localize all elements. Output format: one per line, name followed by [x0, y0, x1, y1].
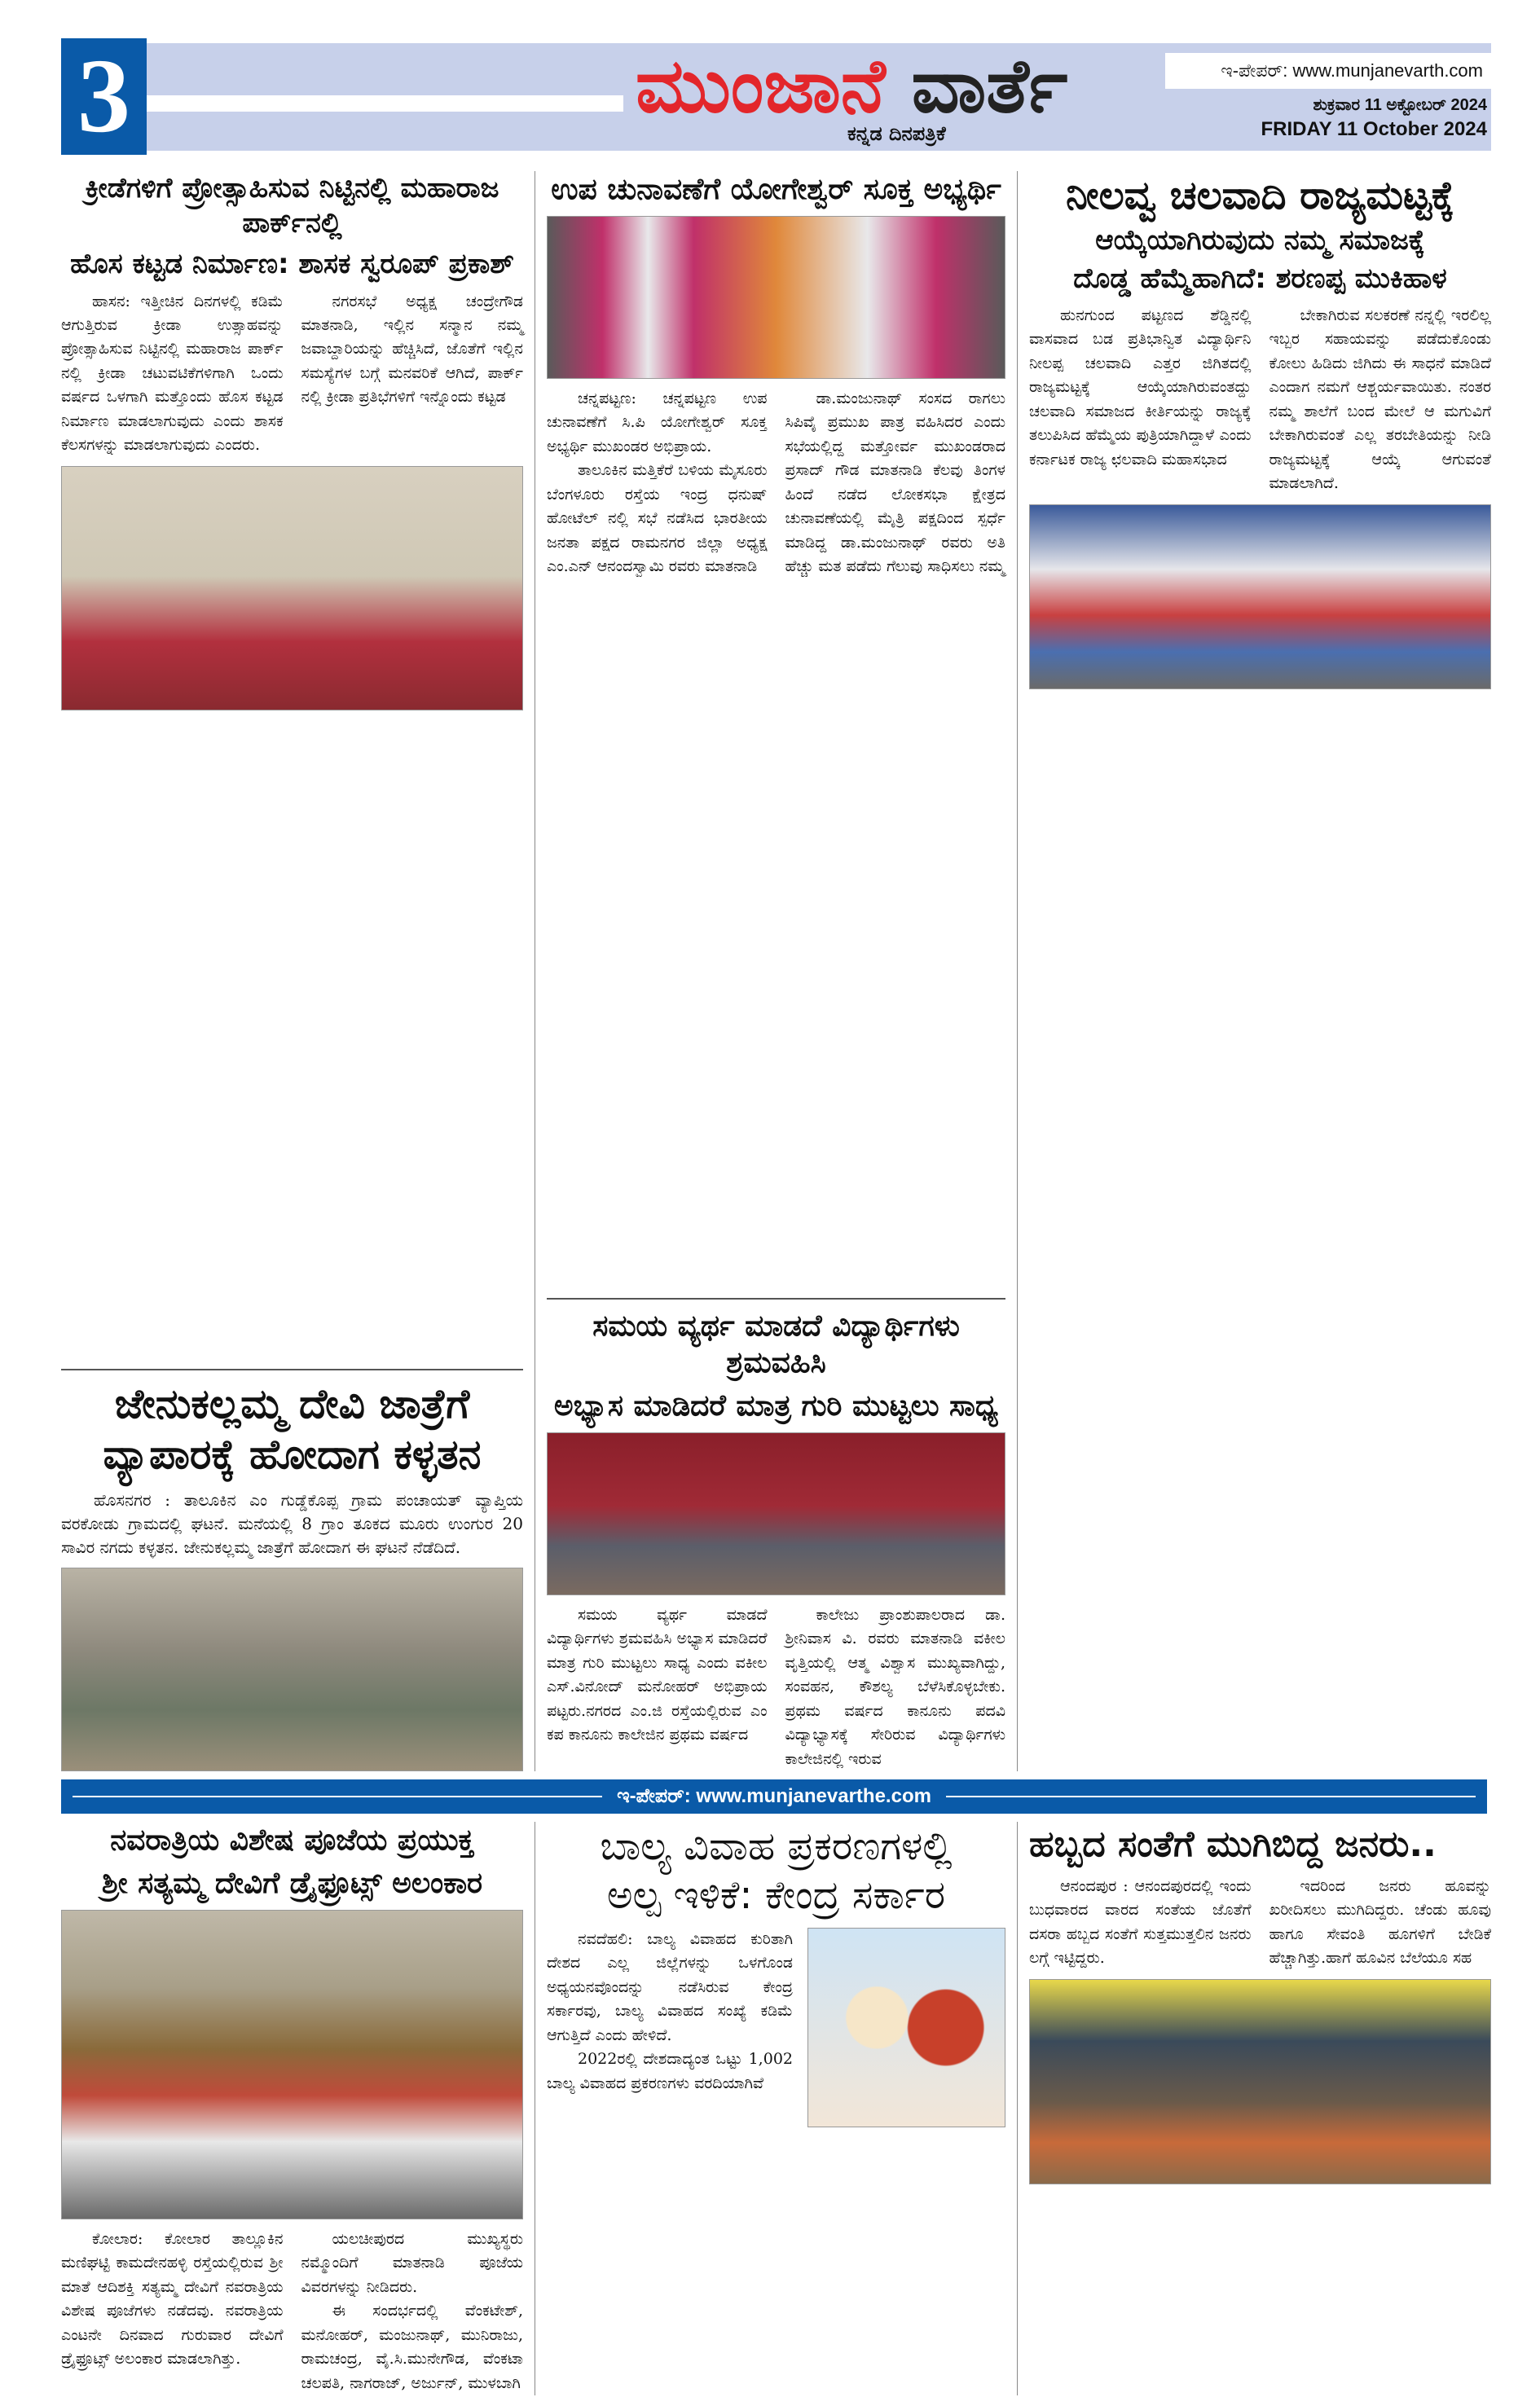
paragraph: ನಗರಸಭೆ ಅಧ್ಯಕ್ಷ ಚಂದ್ರೇಗೌಡ ಮಾತನಾಡಿ, ಇಲ್ಲಿನ ಸನ್ಮಾನ ನಮ್ಮ ಜವಾಬ್ದಾರಿಯನ್ನು ಹೆಚ್ಚಿಸಿದೆ, ಜೊತೆಗೆ ಇಲ್ಲಿನ ಸಮಸ್ಯೆಗಳ ಬಗ್ಗೆ ಮನವರಿಕೆ ಆಗಿದೆ, ಪಾರ್ಕ್ ನಲ್ಲಿ ಕ್ರೀಡಾ ಪ್ರತಿಭೆಗಳಿಗೆ ಇನ್ನೊಂದು ಕಟ್ಟಡ [301, 292, 523, 407]
headline-line: ಕ್ರೀಡೆಗಳಿಗೆ ಪ್ರೋತ್ಸಾಹಿಸುವ ನಿಟ್ಟಿನಲ್ಲಿ ಮಹಾರಾಜ ಪಾರ್ಕ್‌ನಲ್ಲಿ [85, 172, 499, 240]
masthead-stripe [147, 95, 623, 112]
banner-rule [73, 1796, 602, 1797]
headline-line: ಸಮಯ ವ್ಯರ್ಥ ಮಾಡದೆ ವಿದ್ಯಾರ್ಥಿಗಳು ಶ್ರಮವಹಿಸಿ [592, 1309, 960, 1379]
page-number: 3 [61, 38, 147, 155]
newspaper-title [636, 42, 1068, 130]
paragraph: ಯಲಚೀಪುರದ ಮುಖ್ಯಸ್ಥರು ನಮ್ಮೊಂದಿಗೆ ಮಾತನಾಡಿ ಪೂಜೆಯ ವಿವರಗಳನ್ನು ನೀಡಿದರು. [301, 2229, 523, 2296]
page-content [61, 171, 1491, 2395]
meeting-photo [547, 216, 1005, 379]
paragraph: ಈ ಸಂದರ್ಭದಲ್ಲಿ ವೆಂಕಟೇಶ್, ಮನೋಹರ್, ಮಂಜುನಾಥ್, ಮುನಿರಾಜು, ರಾಮಚಂದ್ರ, ವೈ.ಸಿ.ಮುನೇಗೌಡ, ವೆಂಕಟಾ ಚಲಪತಿ, ನಾಗರಾಜ್, ಅರ್ಜುನ್, ಮುಳಬಾಗಿ [301, 2302, 523, 2392]
paragraph: ಡಾ.ಮಂಜುನಾಥ್ ಸಂಸದ ರಾಗಲು ಸಿಪಿವೈ ಪ್ರಮುಖ ಪಾತ್ರ ವಹಿಸಿದರ ಎಂದು ಸಭೆಯಲ್ಲಿದ್ದ ಮತ್ತೋರ್ವ ಮುಖಂಡರಾದ ಪ್ರಸಾದ್ ಗೌಡ ಮಾತನಾಡಿ ಕೆಲವು ತಿಂಗಳ ಹಿಂದೆ ನಡೆದ ಲೋಕಸಭಾ ಕ್ಷೇತ್ರದ ಚುನಾವಣೆಯಲ್ಲಿ ಮೈತ್ರಿ ಪಕ್ಷದಿಂದ ಸ್ಪರ್ಧೆ ಮಾಡಿದ್ದ ಡಾ.ಮಂಜುನಾಥ್ ರವರು ಅತಿ ಹೆಚ್ಚು ಮತ ಪಡೆದು ಗೆಲುವು ಸಾಧಿಸಲು ನಮ್ಮ [785, 389, 1005, 576]
college-event-photo [547, 1432, 1005, 1595]
banner-rule [946, 1796, 1476, 1797]
story-headline [547, 1308, 1005, 1424]
paragraph: ಕೋಲಾರ: ಕೋಲಾರ ತಾಲ್ಲೂಕಿನ ಮಣಿಘಟ್ಟಿ ಕಾಮದೇನಹಳ್ಳಿ ರಸ್ತೆಯಲ್ಲಿರುವ ಶ್ರೀ ಮಾತೆ ಆದಿಶಕ್ತಿ ಸತ್ಯಮ್ಮ ದೇವಿಗೆ ನವರಾತ್ರಿಯ ವಿಶೇಷ ಪೂಜೆಗಳು ನಡೆದವು. ನವರಾತ್ರಿಯ ಎಂಟನೇ ದಿನವಾದ ಗುರುವಾರ ದೇವಿಗೆ ಡ್ರೈಫ್ರೂಟ್ಸ್ ಅಲಂಕಾರ ಮಾಡಲಾಗಿತ್ತು. [61, 2229, 284, 2369]
column-3 [1029, 1822, 1491, 2395]
column-3 [1029, 171, 1491, 1771]
paragraph: 2022ರಲ್ಲಿ ದೇಶದಾದ್ಯಂತ ಒಟ್ಟು 1,002 ಬಾಲ್ಯ ವಿವಾಹದ ಪ್ರಕರಣಗಳು ವರದಿಯಾಗಿವೆ [547, 2050, 793, 2092]
story-headline [61, 1379, 523, 1480]
paragraph: ತಾಲೂಕಿನ ಮತ್ತಿಕೆರೆ ಬಳಿಯ ಮೈಸೂರು ಬೆಂಗಳೂರು ರಸ್ತೆಯ ಇಂದ್ರ ಧನುಷ್ ಹೋಟೆಲ್ ನಲ್ಲಿ ಸಭೆ ನಡೆಸಿದ ಭಾರತೀಯ ಜನತಾ ಪಕ್ಷದ ರಾಮನಗರ ಜಿಲ್ಲಾ ಅಧ್ಯಕ್ಷ ಎಂ.ಎನ್ ಆನಂದಸ್ವಾಮಿ ರವರು ಮಾತನಾಡಿ [547, 461, 768, 576]
story-body-continued [61, 719, 523, 1361]
paragraph: ಚನ್ನಪಟ್ಟಣ: ಚನ್ನಪಟ್ಟಣ ಉಪ ಚುನಾವಣೆಗೆ ಸಿ.ಪಿ ಯೋಗೇಶ್ವರ್ ಸೂಕ್ತ ಅಭ್ಯರ್ಥಿ ಮುಖಂಡರ ಅಭಿಪ್ರಾಯ. [547, 389, 768, 455]
story-body-continued [547, 587, 1005, 1290]
village-photo [61, 1568, 523, 1771]
story-body [61, 2228, 523, 2395]
title-red: ಮುಂಜಾನೆ [636, 42, 886, 130]
paragraph: ಆನಂದಪುರ : ಆನಂದಪುರದಲ್ಲಿ ಇಂದು ಬುಧವಾರದ ವಾರದ ಸಂತೆಯ ಜೊತೆಗೆ ದಸರಾ ಹಬ್ಬದ ಸಂತೆಗೆ ಸುತ್ತಮುತ್ತಲಿನ ಜನರು ಲಗ್ಗೆ ಇಟ್ಟಿದ್ದರು. [1029, 1876, 1252, 1968]
paragraph: ಹುನಗುಂದ ಪಟ್ಟಣದ ಶೆಡ್ಡಿನಲ್ಲಿ ವಾಸವಾದ ಬಡ ಪ್ರತಿಭಾನ್ವಿತ ವಿದ್ಯಾರ್ಥಿನಿ ನೀಲಪ್ಪ ಚಲವಾದಿ ಎತ್ತರ ಜಿಗಿತದಲ್ಲಿ ರಾಜ್ಯಮಟ್ಟಕ್ಕೆ ಆಯ್ಕೆಯಾಗಿರುವಂತದ್ದು ಚಲವಾದಿ ಸಮಾಜದ ಕೀರ್ತಿಯನ್ನು ರಾಜ್ಯಕ್ಕೆ ತಲುಪಿಸಿದ ಹೆಮ್ಮೆಯ ಪುತ್ರಿಯಾಗಿದ್ದಾಳೆ ಎಂದು ಕರ್ನಾಟಕ ರಾಜ್ಯ ಛಲವಾದಿ ಮಹಾಸಭಾದ [1029, 306, 1252, 468]
paragraph: ಬೇಕಾಗಿರುವ ಸಲಕರಣೆ ನನ್ನಲ್ಲಿ ಇರಲಿಲ್ಲ ಇಬ್ಬರ ಸಹಾಯವನ್ನು ಪಡೆದುಕೊಂಡು ಕೋಲು ಹಿಡಿದು ಜಿಗಿದು ಈ ಸಾಧನೆ ಮಾಡಿದೆ ಎಂದಾಗ ನಮಗೆ ಆಶ್ಚರ್ಯವಾಯಿತು. ನಂತರ ನಮ್ಮ ಶಾಲೆಗೆ ಬಂದ ಮೇಲೆ ಆ ಮಗುವಿಗೆ ಬೇಕಾಗಿರುವಂತೆ ಎಲ್ಲ ತರಬೇತಿಯನ್ನು ನೀಡಿ ರಾಜ್ಯಮಟ್ಟಕ್ಕೆ ಆಯ್ಕೆ ಆಗುವಂತೆ ಮಾಡಲಾಗಿದೆ. [1269, 306, 1491, 493]
column-1 [61, 171, 523, 1771]
column-divider [1017, 171, 1018, 1771]
headline-line: ನೀಲವ್ವ ಚಲವಾದಿ ರಾಜ್ಯಮಟ್ಟಕ್ಕೆ [1066, 173, 1454, 218]
story-body [1029, 1875, 1491, 1971]
headline-line: ನವರಾತ್ರಿಯ ವಿಶೇಷ ಪೂಜೆಯ ಪ್ರಯುಕ್ತ [110, 1823, 474, 1857]
story-body [547, 1603, 1005, 1771]
story-headline [61, 171, 523, 282]
headline-line: ಅಭ್ಯಾಸ ಮಾಡಿದರೆ ಮಾತ್ರ ಗುರಿ ಮುಟ್ಟಲು ಸಾಧ್ಯ [553, 1388, 999, 1423]
story-lede: ಹೊಸನಗರ : ತಾಲೂಕಿನ ಎಂ ಗುಡ್ಡೆಕೊಪ್ಪ ಗ್ರಾಮ ಪಂಚಾಯತ್ ವ್ಯಾಪ್ತಿಯ ವರಕೋಡು ಗ್ರಾಮದಲ್ಲಿ ಘಟನೆ. ಮನೆಯಲ್ಲಿ 8 ಗ್ರಾಂ ತೂಕದ ಮೂರು ಉಂಗುರ 20 ಸಾವಿರ ನಗದು ಕಳ್ಳತನ. ಜೇನುಕಲ್ಲಮ್ಮ ಜಾತ್ರೆಗೆ ಹೋದಾಗ ಈ ಘಟನೆ ನೆಡೆದಿದೆ. [61, 1489, 523, 1557]
bottom-section [61, 1822, 1491, 2395]
temple-photo [61, 1910, 523, 2219]
headline-line: ಬಾಲ್ಯ ವಿವಾಹ ಪ್ರಕರಣಗಳಲ್ಲಿ [600, 1823, 953, 1869]
paragraph: ಕಾಲೇಜು ಪ್ರಾಂಶುಪಾಲರಾದ ಡಾ. ಶ್ರೀನಿವಾಸ ವಿ. ರವರು ಮಾತನಾಡಿ ವಕೀಲ ವೃತ್ತಿಯಲ್ಲಿ ಆತ್ಮ ವಿಶ್ವಾಸ ಮುಖ್ಯವಾಗಿದ್ದು, ಸಂವಹನ, ಕೌಶಲ್ಯ ಬೆಳೆಸಿಕೊಳ್ಳಬೇಕು. ಪ್ರಥಮ ವರ್ಷದ ಕಾನೂನು ಪದವಿ ವಿದ್ಯಾಭ್ಯಾಸಕ್ಕೆ ಸೇರಿರುವ ವಿದ್ಯಾರ್ಥಿಗಳು ಕಾಲೇಜಿನಲ್ಲಿ ಇರುವ [785, 1605, 1005, 1768]
headline-line: ಶ್ರೀ ಸತ್ಯಮ್ಮ ದೇವಿಗೆ ಡ್ರೈಫ್ರೂಟ್ಸ್ ಅಲಂಕಾರ [101, 1866, 483, 1900]
headline-line: ದೊಡ್ಡ ಹೆಮ್ಮೆಹಾಗಿದೆ: ಶರಣಪ್ಪ ಮುಕಿಹಾಳ [1073, 262, 1447, 295]
story-body-continued [1029, 697, 1491, 1771]
story-body [61, 290, 523, 458]
story-headline [1029, 171, 1491, 296]
epaper-link[interactable]: ಇ-ಪೇಪರ್: www.munjanevarth.com [1165, 53, 1491, 89]
paragraph: ನವದೆಹಲಿ: ಬಾಲ್ಯ ವಿವಾಹದ ಕುರಿತಾಗಿ ದೇಶದ ಎಲ್ಲ ಜಿಲ್ಲೆಗಳನ್ನು ಒಳಗೊಂಡ ಅಧ್ಯಯನವೊಂದನ್ನು ನಡೆಸಿರುವ ಕೇಂದ್ರ ಸರ್ಕಾರವು, ಬಾಲ್ಯ ವಿವಾಹದ ಸಂಖ್ಯೆ ಕಡಿಮೆ ಆಗುತ್ತಿದೆ ಎಂದು ಹೇಳಿದೆ. [547, 1929, 793, 2044]
story-content [547, 1928, 1005, 2127]
story-headline: ಹಬ್ಬದ ಸಂತೆಗೆ ಮುಗಿಬಿದ್ದ ಜನರು.. [1029, 1823, 1437, 1865]
column-1 [61, 1822, 523, 2395]
headline-line: ವ್ಯಾಪಾರಕ್ಕೆ ಹೋದಾಗ ಕಳ್ಳತನ [103, 1431, 482, 1479]
story-body [547, 1928, 793, 2096]
paragraph: ಹಾಸನ: ಇತ್ತೀಚಿನ ದಿನಗಳಲ್ಲಿ ಕಡಿಮೆ ಆಗುತ್ತಿರುವ ಕ್ರೀಡಾ ಉತ್ಸಾಹವನ್ನು ಪ್ರೋತ್ಸಾಹಿಸುವ ನಿಟ್ಟಿನಲ್ಲಿ ಮಹಾರಾಜ ಪಾರ್ಕ್ ನಲ್ಲಿ ಕ್ರೀಡಾ ಚಟುವಟಿಕೆಗಳಿಗಾಗಿ ಒಂದು ವರ್ಷದ ಒಳಗಾಗಿ ಮತ್ತೊಂದು ಹೊಸ ಕಟ್ಟಡ ನಿರ್ಮಾಣ ಮಾಡಲಾಗುವುದು ಎಂದು ಶಾಸಕ ಕೆಲಸಗಳನ್ನು ಮಾಡಲಾಗುವುದು ಎಂದರು. [61, 292, 284, 455]
story-body [1029, 304, 1491, 496]
date-kannada: ಶುಕ್ರವಾರ 11 ಅಕ್ಟೋಬರ್ 2024 [1313, 96, 1487, 114]
story-divider [547, 1298, 1005, 1300]
event-photo [61, 466, 523, 710]
story-headline: ಉಪ ಚುನಾವಣೆಗೆ ಯೋಗೇಶ್ವರ್ ಸೂಕ್ತ ಅಭ್ಯರ್ಥಿ [551, 173, 1001, 206]
epaper-link[interactable]: ಇ-ಪೇಪರ್: www.munjanevarthe.com [617, 1784, 931, 1807]
epaper-banner [61, 1779, 1487, 1814]
headline-line: ಹೊಸ ಕಟ್ಟಡ ನಿರ್ಮಾಣ: ಶಾಸಕ ಸ್ವರೂಪ್ ಪ್ರಕಾಶ್ [70, 248, 514, 280]
column-2 [547, 1822, 1005, 2395]
newspaper-subtitle: ಕನ್ನಡ ದಿನಪತ್ರಿಕೆ [847, 122, 946, 145]
title-black: ವಾರ್ತೆ [911, 42, 1068, 130]
top-section [61, 171, 1491, 1771]
column-divider [1017, 1822, 1018, 2395]
paragraph: ಇದರಿಂದ ಜನರು ಹೂವನ್ನು ಖರೀದಿಸಲು ಮುಗಿದಿದ್ದರು. ಚೆಂಡು ಹೂವು ಹಾಗೂ ಸೇವಂತಿ ಹೂಗಳಿಗೆ ಬೇಡಿಕೆ ಹೆಚ್ಚಾಗಿತ್ತು.ಹಾಗೆ ಹೂವಿನ ಬೆಲೆಯೂ ಸಹ [1269, 1876, 1491, 1968]
child-marriage-illustration [807, 1928, 1005, 2127]
headline-line: ಆಯ್ಕೆಯಾಗಿರುವುದು ನಮ್ಮ ಸಮಾಜಕ್ಕೆ [1095, 224, 1425, 257]
story-divider [61, 1369, 523, 1370]
market-photo [1029, 1979, 1491, 2184]
date-english: FRIDAY 11 October 2024 [1261, 118, 1487, 140]
column-2 [547, 171, 1005, 1771]
story-body [547, 387, 1005, 579]
paragraph: ಸಮಯ ವ್ಯರ್ಥ ಮಾಡದೆ ವಿದ್ಯಾರ್ಥಿಗಳು ಶ್ರಮವಹಿಸಿ ಅಭ್ಯಾಸ ಮಾಡಿದರೆ ಮಾತ್ರ ಗುರಿ ಮುಟ್ಟಲು ಸಾಧ್ಯ ಎಂದು ವಕೀಲ ಎಸ್.ವಿನೋದ್ ಮನೋಹರ್ ಅಭಿಪ್ರಾಯ ಪಟ್ಟರು.ನಗರದ ಎಂ.ಜಿ ರಸ್ತೆಯಲ್ಲಿರುವ ಎಂ ಕಪ ಕಾನೂನು ಕಾಲೇಜಿನ ಪ್ರಥಮ ವರ್ಷದ [547, 1605, 768, 1744]
headline-line: ಜೇನುಕಲ್ಲಮ್ಮ ದೇವಿ ಜಾತ್ರೆಗೆ [114, 1379, 470, 1427]
headline-line: ಅಲ್ಪ ಇಳಿಕೆ: ಕೇಂದ್ರ ಸರ್ಕಾರ [606, 1872, 946, 1918]
story-headline [61, 1822, 523, 1902]
story-headline [547, 1822, 1005, 1920]
award-photo [1029, 504, 1491, 689]
